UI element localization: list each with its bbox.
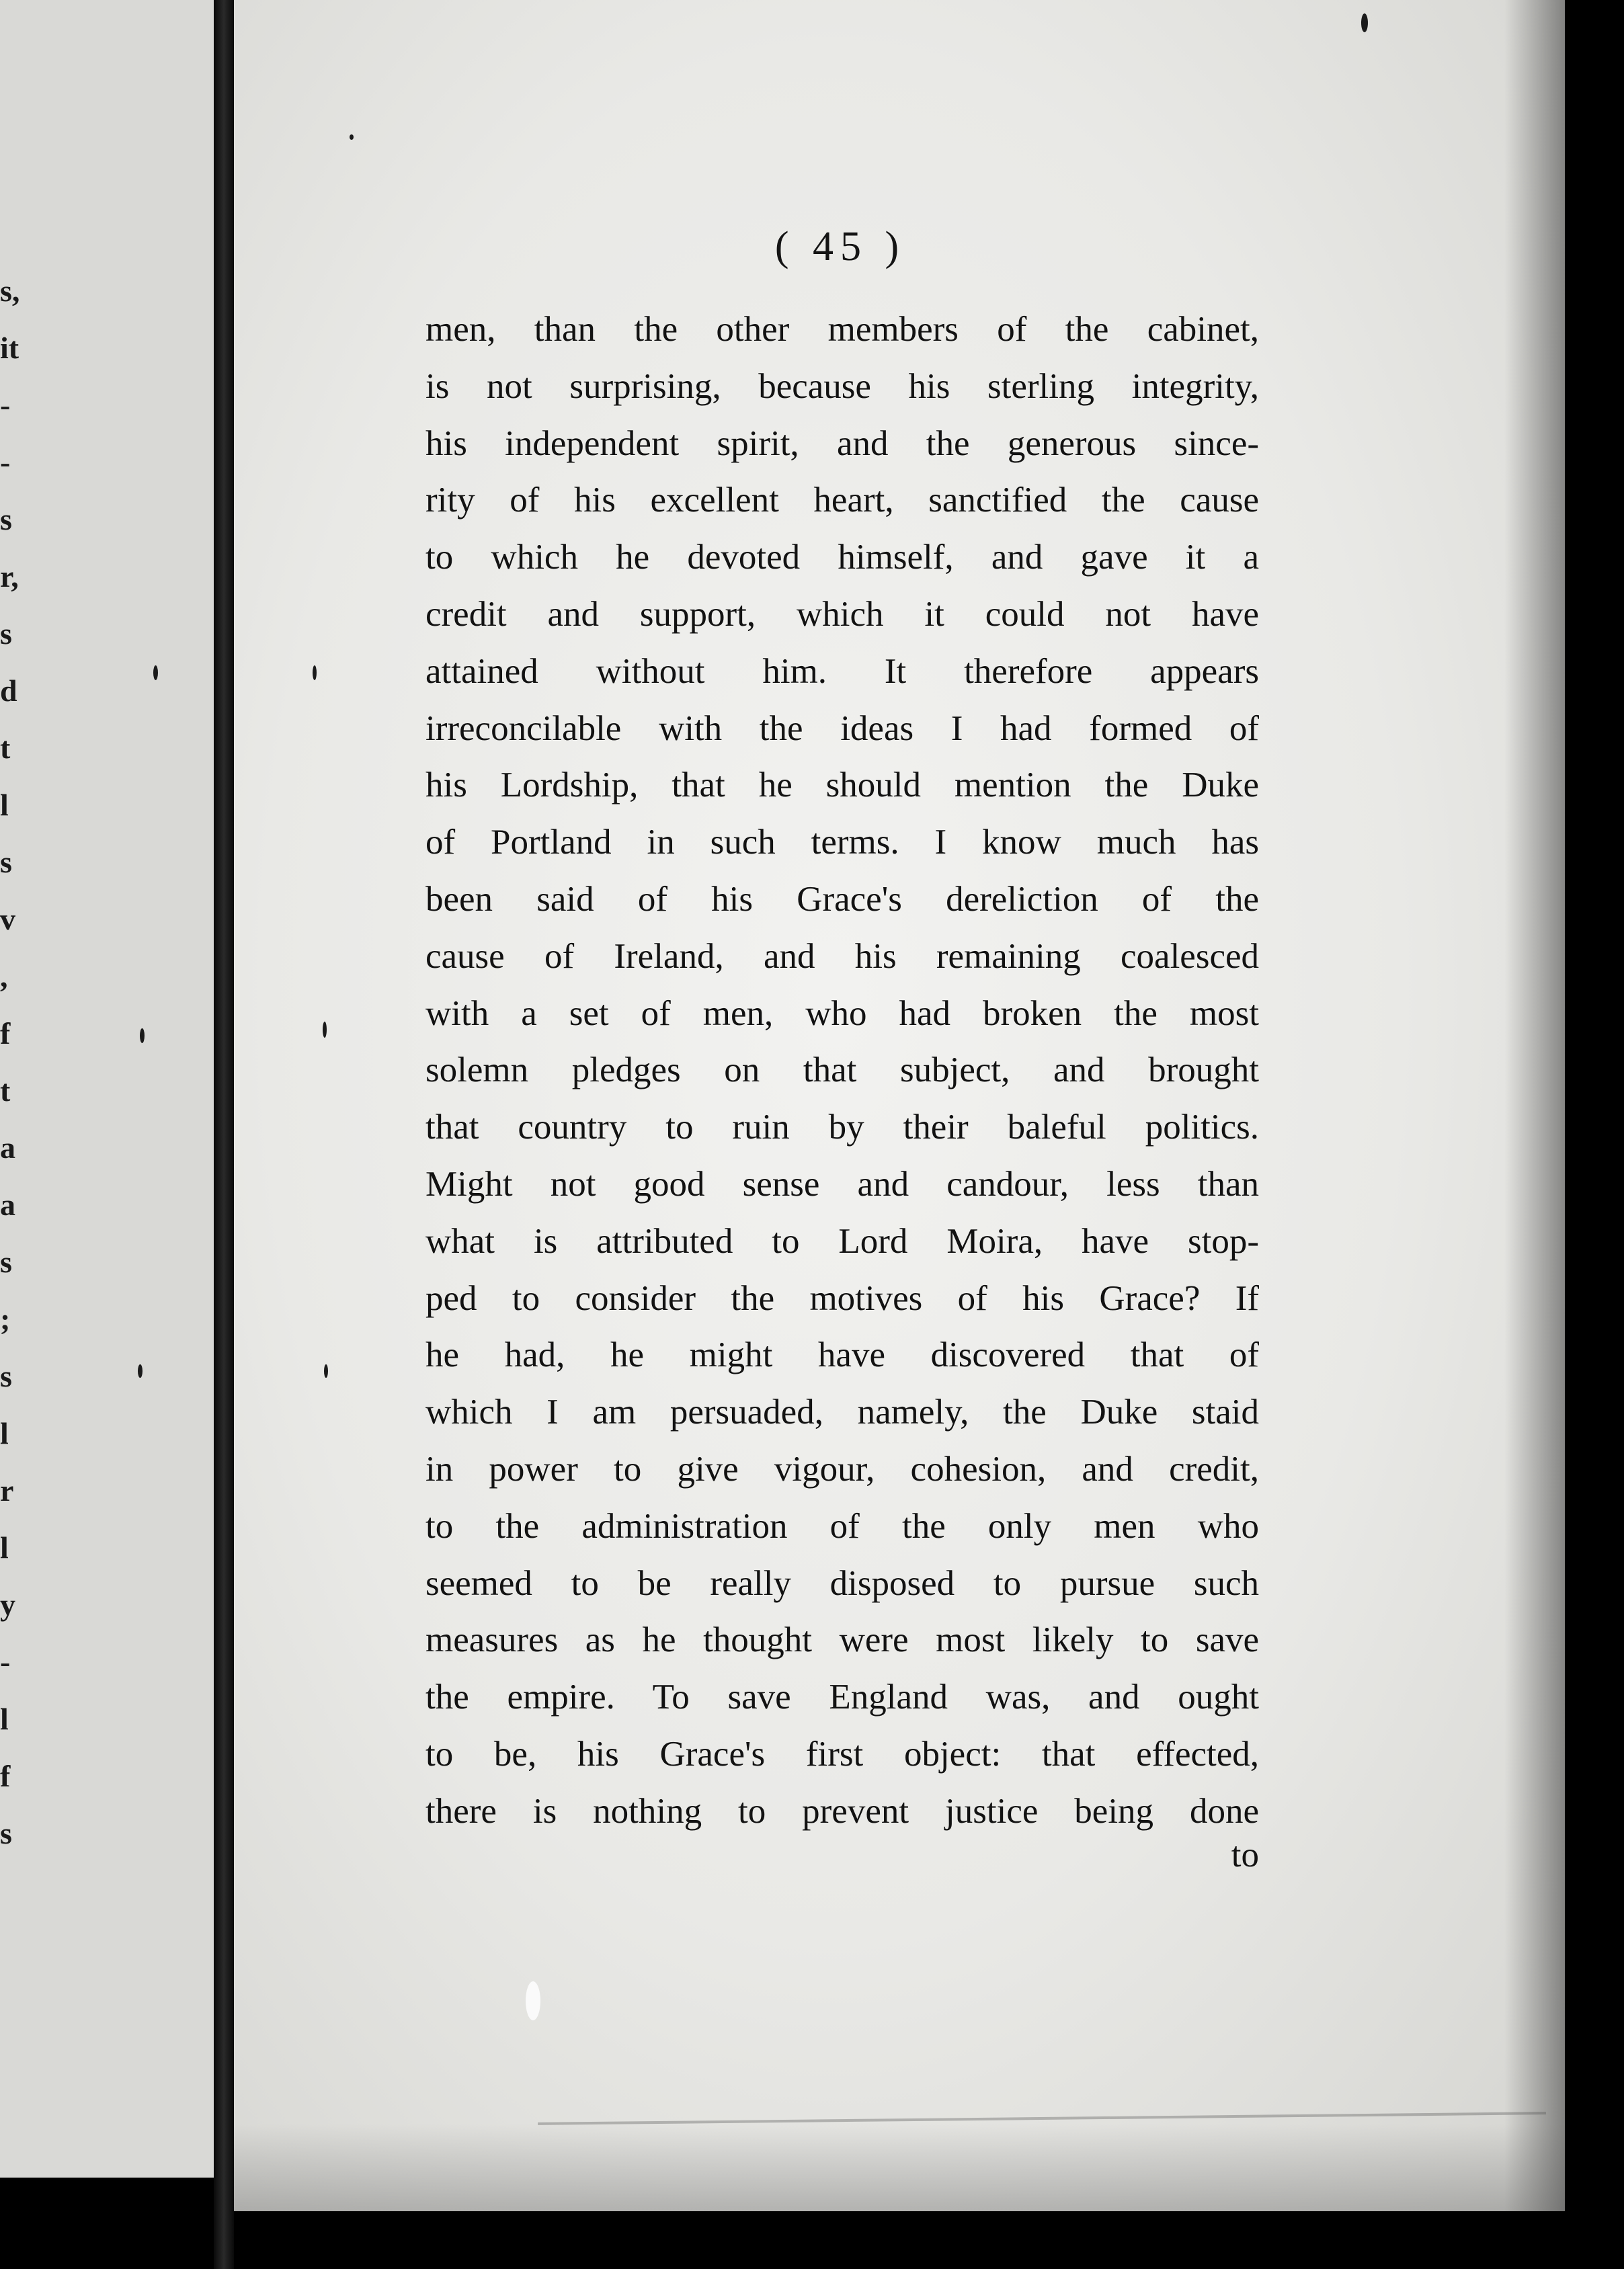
left-page-fragment-char: s — [0, 616, 12, 651]
book-gutter — [214, 0, 234, 2269]
left-page-fragment-char: a — [0, 1130, 15, 1165]
margin-speck — [526, 1981, 540, 2020]
left-page-fragment-char: t — [0, 1073, 11, 1108]
text-line: which I am persuaded, namely, the Duke staid — [425, 1393, 1259, 1432]
text-line: in power to give vigour, cohesion, and credit, — [425, 1449, 1259, 1489]
left-page-fragment-char: y — [0, 1587, 15, 1622]
text-line: irreconcilable with the ideas I had formed of — [425, 708, 1259, 748]
left-page-fragment-char: - — [0, 388, 11, 422]
text-line: that country to ruin by their baleful politics. — [425, 1108, 1259, 1147]
page-edge-shadow — [1504, 0, 1565, 2211]
left-page-fragment-char: , — [0, 959, 8, 993]
left-page-fragment-char: f — [0, 1016, 11, 1050]
margin-speck — [323, 1022, 327, 1038]
left-page-fragment-char: it — [0, 331, 19, 365]
left-page-fragment-char: ; — [0, 1302, 11, 1336]
left-page-fragment-char: s, — [0, 274, 20, 308]
left-page-fragment-char: l — [0, 1416, 9, 1450]
body-text — [425, 301, 1259, 1840]
text-line: with a set of men, who had broken the most — [425, 993, 1259, 1033]
text-line: to the administration of the only men who — [425, 1506, 1259, 1546]
text-line: to be, his Grace's first object: that effected, — [425, 1734, 1259, 1774]
margin-speck — [140, 1028, 145, 1043]
margin-speck — [313, 665, 317, 680]
text-line: his Lordship, that he should mention the Duke — [425, 766, 1259, 805]
left-page-fragment-char: r — [0, 1473, 14, 1508]
left-page-fragment-char: d — [0, 673, 17, 708]
left-page-fragment-char: s — [0, 1359, 12, 1393]
text-line: there is nothing to prevent justice being done — [425, 1791, 1259, 1831]
text-line: credit and support, which it could not have — [425, 594, 1259, 634]
text-line: is not surprising, because his sterling integrity, — [425, 366, 1259, 406]
text-line: what is attributed to Lord Moira, have stop- — [425, 1221, 1259, 1261]
text-line: men, than the other members of the cabinet, — [425, 310, 1259, 349]
text-line: his independent spirit, and the generous since- — [425, 423, 1259, 463]
left-page-line-endings — [0, 262, 27, 1862]
text-line: attained without him. It therefore appears — [425, 651, 1259, 691]
page-number-header: ( 45 ) — [774, 224, 906, 270]
left-page-fragment-char: s — [0, 1245, 12, 1279]
text-line: measures as he thought were most likely to save — [425, 1620, 1259, 1660]
text-line: seemed to be really disposed to pursue such — [425, 1563, 1259, 1603]
text-line: ped to consider the motives of his Grace? If — [425, 1278, 1259, 1318]
left-page-fragment — [0, 0, 214, 2178]
text-line: cause of Ireland, and his remaining coalesced — [425, 936, 1259, 976]
page-bottom-shadow — [234, 2124, 1565, 2211]
left-page-fragment-char: s — [0, 502, 12, 536]
left-page-fragment-char: r, — [0, 559, 19, 593]
left-page-fragment-char: - — [0, 1645, 11, 1679]
text-line: Might not good sense and candour, less than — [425, 1164, 1259, 1204]
left-page-fragment-char: - — [0, 445, 11, 479]
text-line: he had, he might have discovered that of — [425, 1335, 1259, 1375]
left-page-fragment-char: v — [0, 902, 15, 936]
margin-speck — [324, 1364, 328, 1378]
text-line: been said of his Grace's dereliction of the — [425, 879, 1259, 919]
margin-speck — [1361, 13, 1368, 32]
text-line: rity of his excellent heart, sanctified the cause — [425, 481, 1259, 520]
left-page-fragment-char: t — [0, 731, 11, 765]
left-page-fragment-char: a — [0, 1188, 15, 1222]
left-page-fragment-char: l — [0, 1530, 9, 1565]
text-line: of Portland in such terms. I know much has — [425, 823, 1259, 862]
catchword: to — [1231, 1835, 1259, 1874]
left-page-fragment-char: l — [0, 1702, 9, 1736]
text-line: solemn pledges on that subject, and brought — [425, 1050, 1259, 1090]
margin-speck — [153, 665, 158, 680]
text-line: to which he devoted himself, and gave it a — [425, 538, 1259, 577]
text-line: the empire. To save England was, and ought — [425, 1678, 1259, 1717]
left-page-fragment-char: s — [0, 1816, 12, 1850]
margin-speck — [350, 134, 354, 140]
left-page-fragment-char: s — [0, 845, 12, 879]
left-page-fragment-char: l — [0, 788, 9, 822]
left-page-fragment-char: f — [0, 1759, 11, 1793]
margin-speck — [138, 1364, 143, 1378]
